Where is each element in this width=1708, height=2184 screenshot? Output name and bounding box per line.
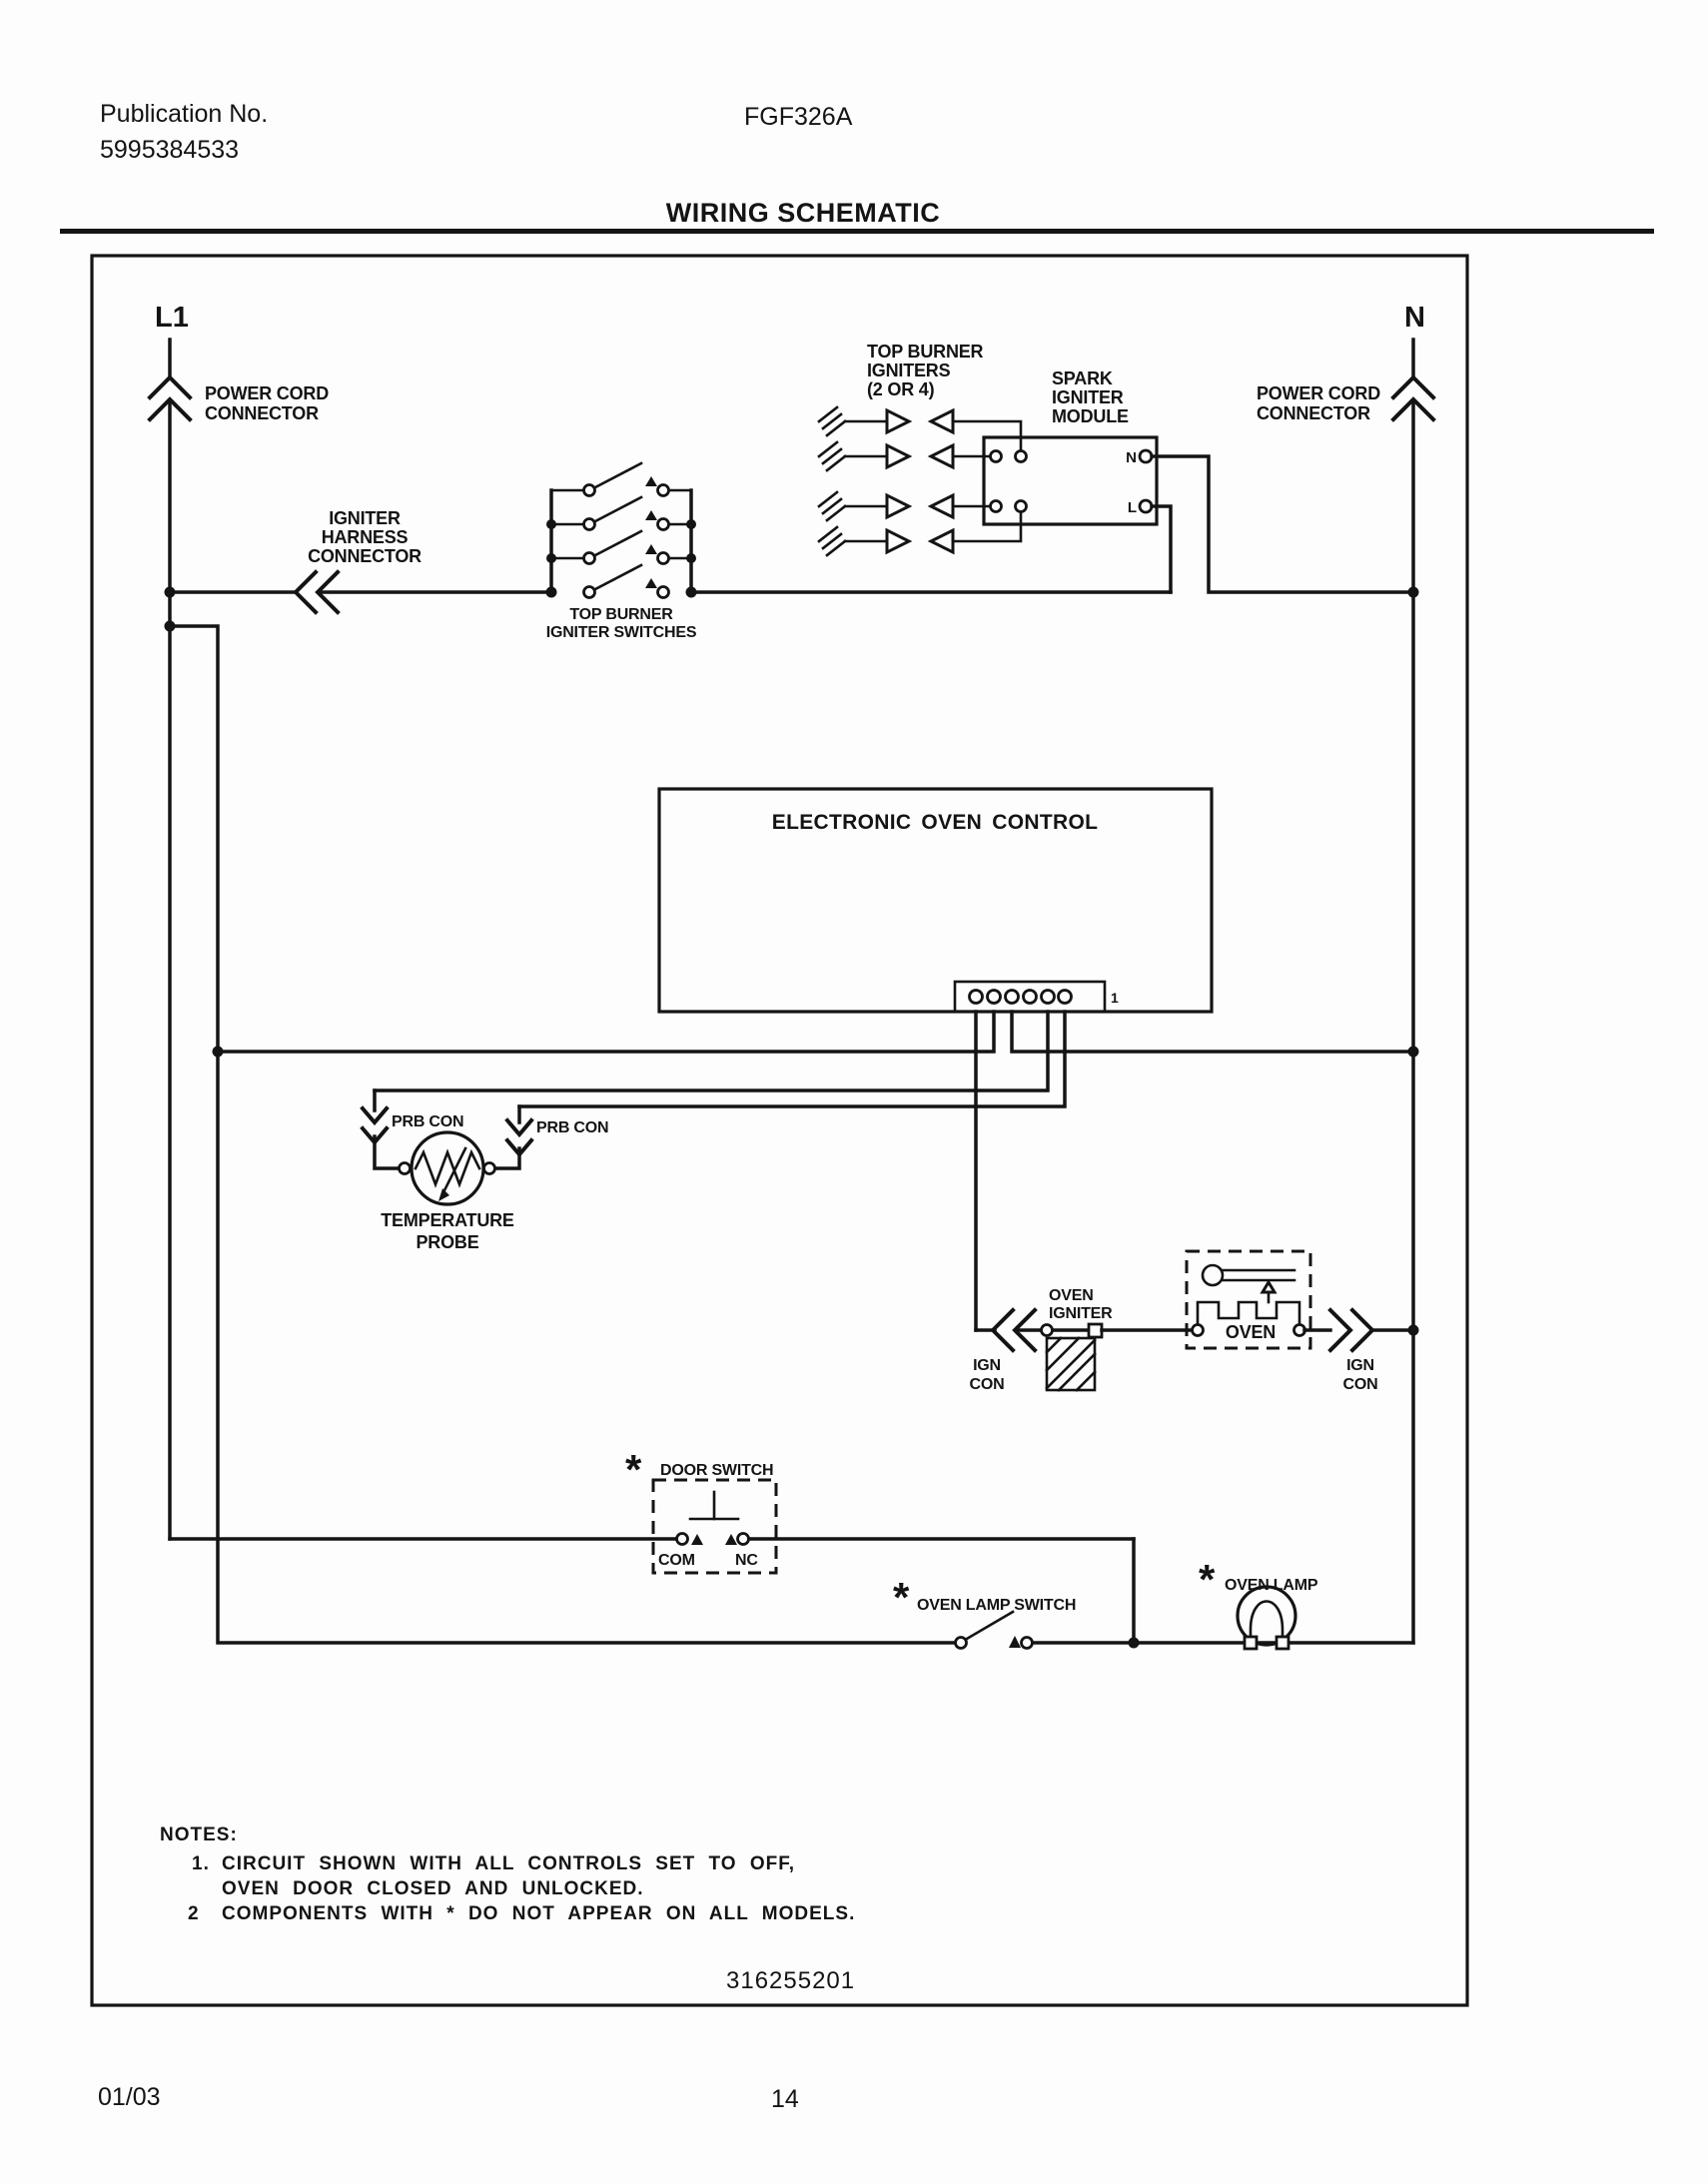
top-burner-igniters-line3: (2 OR 4) bbox=[867, 379, 935, 399]
power-cord-left-line2: CONNECTOR bbox=[205, 403, 319, 423]
power-cord-right-line2: CONNECTOR bbox=[1257, 403, 1370, 423]
header bbox=[60, 100, 1654, 234]
oven-igniter-section bbox=[970, 1287, 1192, 1393]
note1-number: 1. bbox=[192, 1853, 210, 1874]
ign-con-right bbox=[1304, 1310, 1419, 1393]
module-l-wire bbox=[1152, 506, 1171, 592]
note1-line2: OVEN DOOR CLOSED AND UNLOCKED. bbox=[222, 1878, 644, 1899]
oven-lamp-switch bbox=[893, 1574, 1413, 1649]
note2-number: 2 bbox=[188, 1903, 200, 1924]
lamp-filament bbox=[1251, 1602, 1282, 1640]
spark-module-line1: SPARK bbox=[1052, 368, 1113, 388]
igniter-switch-row-1 bbox=[551, 463, 691, 496]
publication-number: 5995384533 bbox=[100, 136, 240, 164]
module-l-terminal-label: L bbox=[1127, 499, 1137, 516]
door-switch-asterisk: * bbox=[625, 1446, 642, 1493]
oven-igniter-element bbox=[1047, 1338, 1095, 1390]
prb-con-left-label: PRB CON bbox=[392, 1113, 464, 1130]
igniter-switch-row-2 bbox=[551, 497, 691, 530]
module-n-terminal-label: N bbox=[1126, 449, 1137, 466]
eoc-wires bbox=[218, 1012, 1419, 1330]
note1-line1: CIRCUIT SHOWN WITH ALL CONTROLS SET TO OFF, bbox=[222, 1853, 796, 1874]
top-burner-switches-line1: TOP BURNER bbox=[569, 606, 673, 623]
door-switch-nc-label: NC bbox=[735, 1552, 758, 1569]
top-burner-igniter-switches bbox=[546, 463, 697, 641]
oven-lamp-asterisk: * bbox=[1199, 1556, 1216, 1603]
oven-lamp-label: OVEN LAMP bbox=[1225, 1577, 1318, 1594]
notes-block bbox=[160, 1824, 855, 1924]
page-footer bbox=[98, 2083, 799, 2113]
door-switch-com-label: COM bbox=[658, 1552, 695, 1569]
n-label: N bbox=[1404, 302, 1425, 334]
spark-module-line2: IGNITER bbox=[1052, 387, 1124, 407]
power-cord-right-line1: POWER CORD bbox=[1257, 383, 1381, 403]
temperature-probe-line2: PROBE bbox=[416, 1232, 479, 1252]
l1-label: L1 bbox=[155, 302, 189, 334]
ign-con-right-symbol bbox=[1330, 1310, 1372, 1350]
l1-terminal bbox=[150, 302, 329, 1539]
ign-con-left-line1: IGN bbox=[973, 1357, 1001, 1374]
burner-igniter-2 bbox=[819, 442, 990, 470]
top-burner-igniters-line1: TOP BURNER bbox=[867, 342, 984, 362]
ign-con-right-line1: IGN bbox=[1346, 1357, 1374, 1374]
oven-valve bbox=[1187, 1251, 1310, 1348]
power-cord-left-line1: POWER CORD bbox=[205, 383, 330, 403]
door-switch-label: DOOR SWITCH bbox=[660, 1462, 774, 1479]
eoc-label: ELECTRONIC OVEN CONTROL bbox=[771, 811, 1099, 834]
top-burner-igniters-line2: IGNITERS bbox=[867, 361, 951, 380]
oven-lamp bbox=[1199, 1556, 1318, 1649]
footer-date: 01/03 bbox=[98, 2083, 161, 2111]
burner-igniter-3 bbox=[819, 492, 990, 520]
valve-coil-symbol bbox=[1198, 1302, 1299, 1324]
n-terminal bbox=[1257, 302, 1433, 1643]
title-rule bbox=[60, 229, 1654, 234]
ign-con-right-line2: CON bbox=[1342, 1376, 1378, 1393]
spark-module-line3: MODULE bbox=[1052, 406, 1129, 426]
module-n-wire bbox=[1152, 456, 1413, 592]
burner-igniter-1 bbox=[819, 407, 1021, 449]
oven-igniter-terminal bbox=[1089, 1324, 1102, 1337]
electronic-oven-control bbox=[659, 789, 1212, 1012]
oven-lamp-switch-label: OVEN LAMP SWITCH bbox=[917, 1597, 1077, 1614]
model-number: FGF326A bbox=[744, 103, 853, 131]
temperature-probe-line1: TEMPERATURE bbox=[381, 1210, 514, 1230]
oven-igniter-line1: OVEN bbox=[1049, 1287, 1094, 1304]
publication-label: Publication No. bbox=[100, 100, 269, 128]
igniter-harness-line2: HARNESS bbox=[321, 527, 409, 547]
temperature-probe bbox=[363, 1091, 608, 1252]
igniter-switch-row-4 bbox=[584, 565, 669, 598]
footer-page-number: 14 bbox=[771, 2085, 799, 2113]
notes-heading: NOTES: bbox=[160, 1824, 238, 1845]
note2-text: COMPONENTS WITH * DO NOT APPEAR ON ALL MODELS. bbox=[222, 1903, 856, 1924]
oven-lamp-switch-asterisk: * bbox=[893, 1574, 910, 1621]
part-number: 316255201 bbox=[726, 1967, 856, 1994]
igniter-harness-line3: CONNECTOR bbox=[308, 546, 422, 566]
top-burner-switches-line2: IGNITER SWITCHES bbox=[545, 624, 697, 641]
probe-resistor-zigzag bbox=[416, 1152, 479, 1184]
oven-valve-label: OVEN bbox=[1225, 1322, 1277, 1342]
igniter-switch-row-3 bbox=[551, 531, 691, 564]
ign-con-left-line2: CON bbox=[969, 1376, 1005, 1393]
schematic-border bbox=[92, 256, 1467, 2005]
eoc-wire-neutral bbox=[1012, 1012, 1413, 1052]
eoc-pin1-label: 1 bbox=[1111, 990, 1119, 1006]
burner-igniter-4 bbox=[819, 513, 1021, 555]
page-title: WIRING SCHEMATIC bbox=[665, 198, 941, 228]
eoc-wire-l1 bbox=[218, 1012, 994, 1052]
prb-con-right-label: PRB CON bbox=[536, 1119, 609, 1136]
oven-igniter-line2: IGNITER bbox=[1049, 1305, 1113, 1322]
igniter-harness-connector bbox=[165, 508, 552, 612]
igniter-harness-line1: IGNITER bbox=[329, 508, 401, 528]
